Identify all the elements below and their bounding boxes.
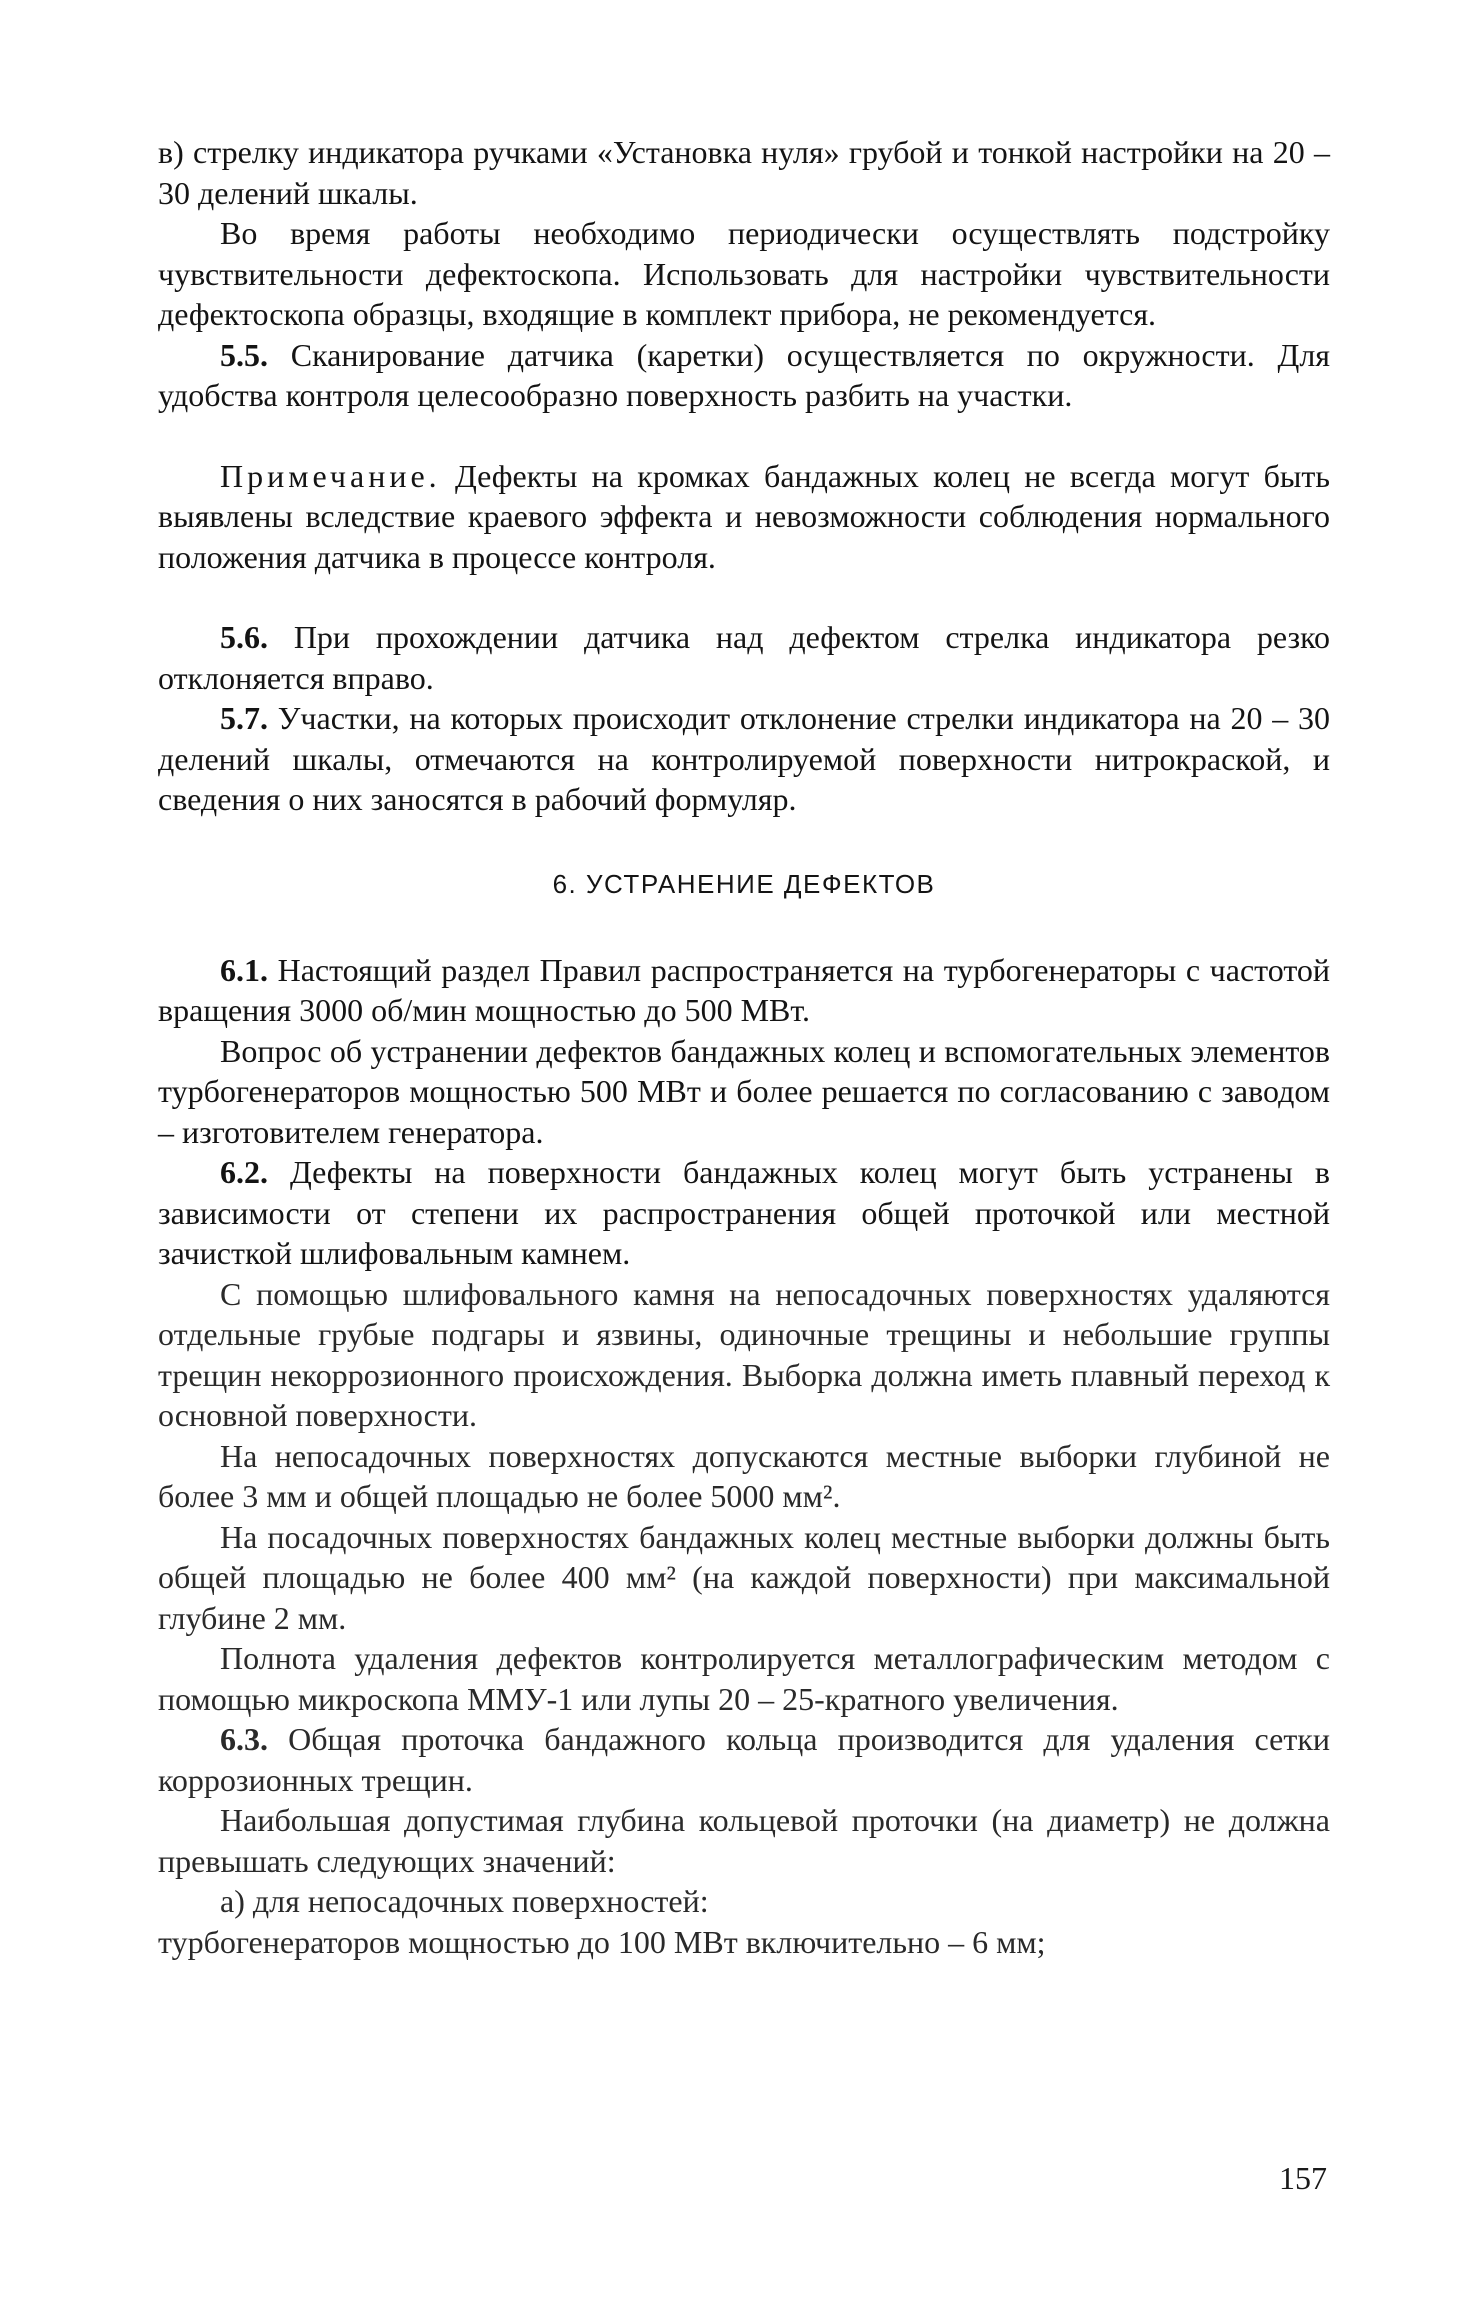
- item-number: 6.1.: [220, 951, 268, 988]
- paragraph-stripe-setting: в) стрелку индикатора ручками «Установка нуля» грубой и тонкой настройки на 20 – 30 делений шкалы.: [158, 134, 1330, 211]
- paragraph-5-7: 5.7. Участки, на которых происходит отклонение стрелки индикатора на 20 – 30 делений шкалы, отмечаются на контролируемой поверхности нитрокраской, и сведения о них заносятся в рабочий формуляр.: [158, 700, 1330, 817]
- item-number: 5.5.: [220, 336, 268, 373]
- paragraph-completeness: Полнота удаления дефектов контролируется металлографическим методом с помощью микроскопа ММУ-1 или лупы 20 – 25-кратного увеличения.: [158, 1640, 1330, 1717]
- item-number: 5.7.: [220, 700, 268, 736]
- paragraph-large-units: Вопрос об устранении дефектов бандажных колец и вспомогательных элементов турбогенераторов мощностью 500 МВт и более решается по согласованию с заводом – изготовителем генератора.: [158, 1032, 1330, 1150]
- paragraph-6-3: 6.3. Общая проточка бандажного кольца производится для удаления сетки коррозионных трещин.: [158, 1721, 1330, 1798]
- paragraph-5-6: 5.6. При прохождении датчика над дефектом стрелка индикатора резко отклоняется вправо.: [158, 619, 1330, 696]
- note-paragraph: Примечание. Дефекты на кромках бандажных колец не всегда могут быть выявлены вследствие краевого эффекта и невозможности соблюдения нормального положения датчика в процессе контроля.: [158, 457, 1330, 575]
- paragraph-list-a: а) для непосадочных поверхностей:: [220, 1883, 709, 1919]
- paragraph-6-1: 6.1. Настоящий раздел Правил распространяется на турбогенераторы с частотой вращения 3000 об/мин мощностью до 500 МВт.: [158, 951, 1330, 1028]
- paragraph-seat-limits: На посадочных поверхностях бандажных колец местные выборки должны быть общей площадью не более 400 мм² (на каждой поверхности) при максимальной глубине 2 мм.: [158, 1518, 1330, 1636]
- page-number: 157: [1279, 2160, 1327, 2196]
- paragraph-list-a-item: турбогенераторов мощностью до 100 МВт включительно – 6 мм;: [158, 1923, 1046, 1960]
- paragraph-5-5: 5.5. Сканирование датчика (каретки) осуществляется по окружности. Для удобства контроля целесообразно поверхность разбить на участки.: [158, 336, 1330, 413]
- paragraph-grinding: С помощью шлифовального камня на непосадочных поверхностях удаляются отдельные грубые подгары и язвины, одиночные трещины и небольшие группы трещин некоррозионного происхождения. Выборка должна иметь плавный переход к основной поверхности.: [158, 1275, 1330, 1433]
- item-number: 6.3.: [220, 1721, 268, 1757]
- section-heading: 6. УСТРАНЕНИЕ ДЕФЕКТОВ: [552, 868, 936, 899]
- item-number: 6.2.: [220, 1154, 268, 1190]
- paragraph-6-2: 6.2. Дефекты на поверхности бандажных колец могут быть устранены в зависимости от степени их распространения общей проточкой или местной зачисткой шлифовальным камнем.: [158, 1154, 1330, 1271]
- text-column: [158, 132, 1330, 1962]
- item-number: 5.6.: [220, 619, 268, 655]
- paragraph-sensitivity: Во время работы необходимо периодически осуществлять подстройку чувствительности дефектоскопа. Использовать для настройки чувствительности дефектоскопа образцы, входящие в комплект прибора, не рекомендуется.: [158, 215, 1330, 332]
- lower-block: [158, 1274, 1330, 1963]
- note-label: Примечание.: [220, 457, 441, 494]
- paragraph-nonseat-limits: На непосадочных поверхностях допускаются местные выборки глубиной не более 3 мм и общей площадью не более 5000 мм².: [158, 1437, 1330, 1514]
- paragraph-max-depth: Наибольшая допустимая глубина кольцевой проточки (на диаметр) не должна превышать следующих значений:: [158, 1802, 1330, 1879]
